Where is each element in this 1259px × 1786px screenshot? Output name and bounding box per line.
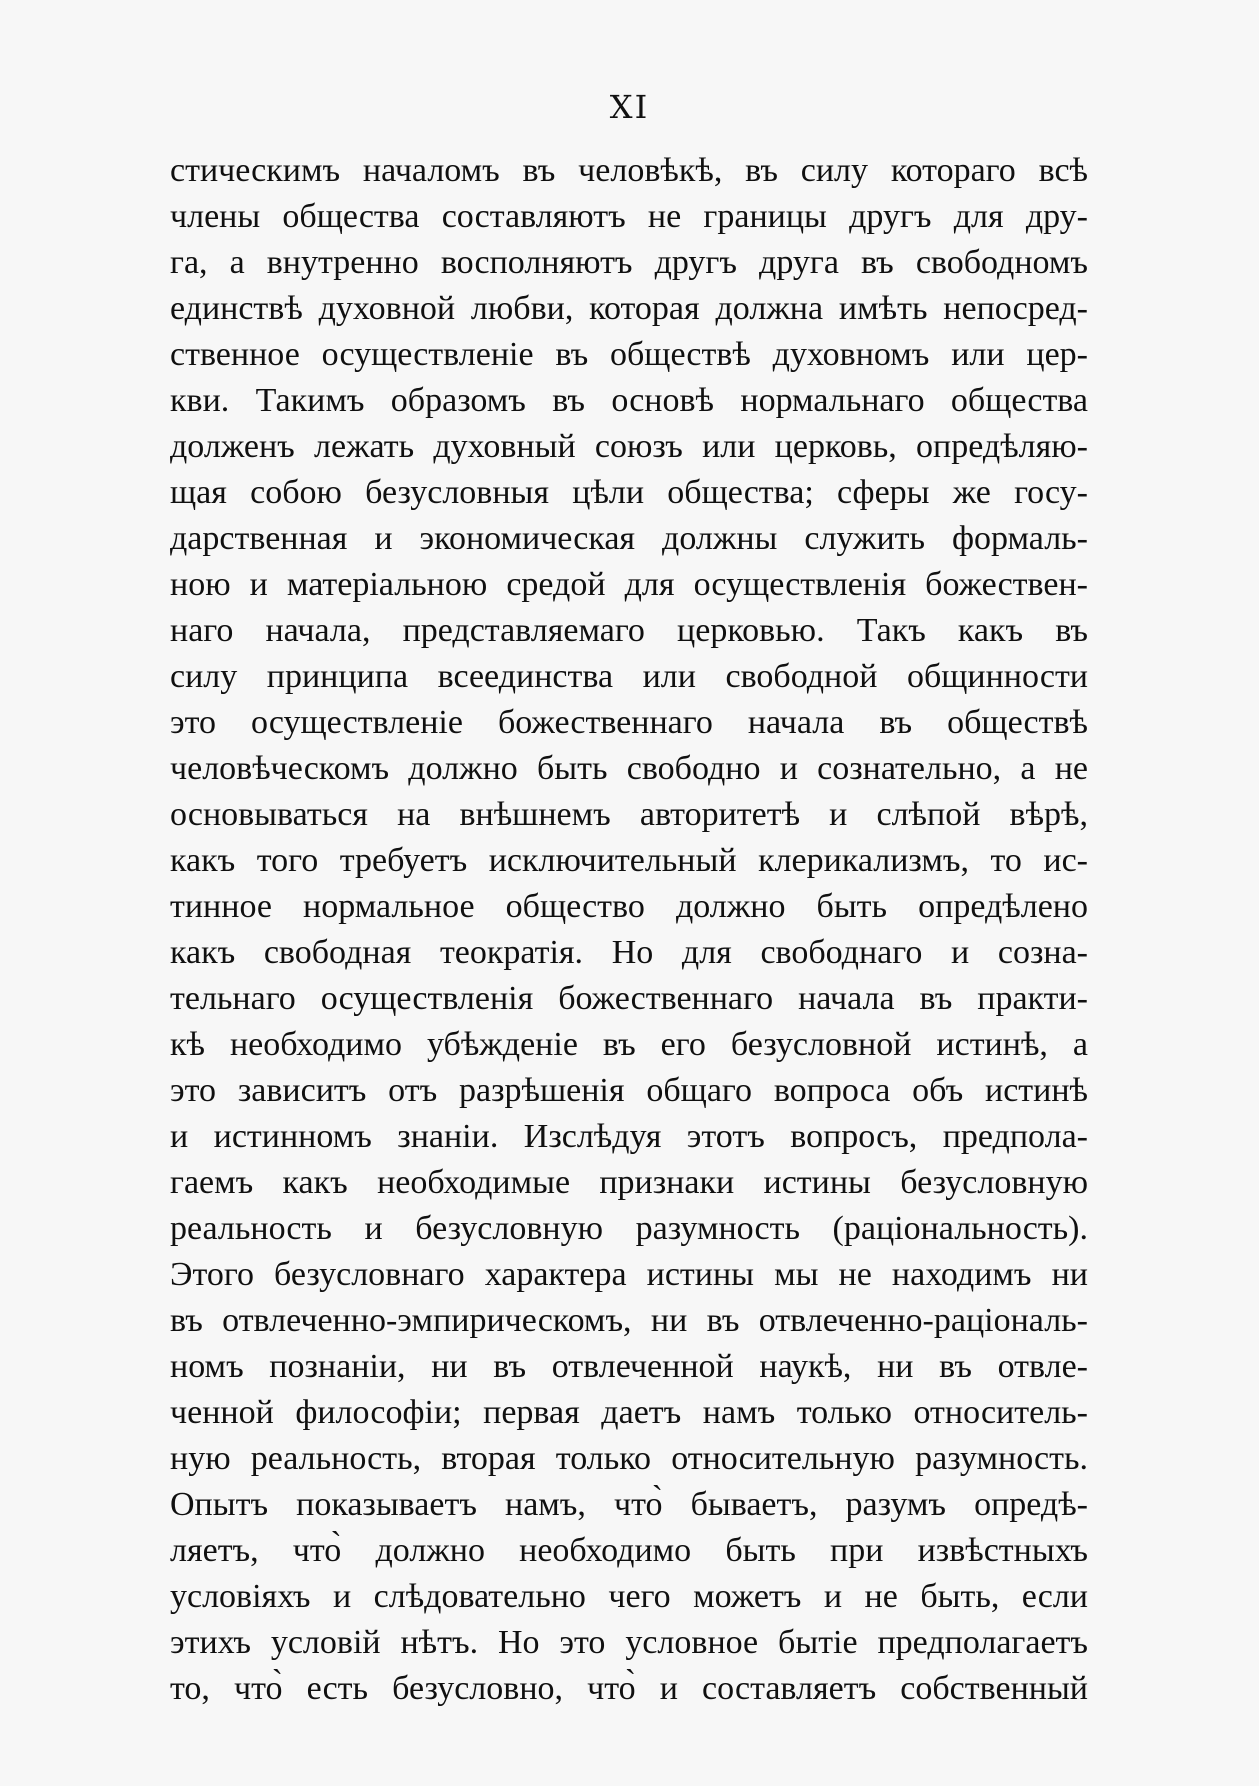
text-line: ною и матеріальною средой для осуществленія божествен-	[170, 566, 1088, 603]
text-line: наго начала, представляемаго церковью. Такъ какъ въ	[170, 612, 1088, 649]
text-line: дарственная и экономическая должны служить формаль-	[170, 520, 1088, 557]
text-line: это зависитъ отъ разрѣшенія общаго вопроса объ истинѣ	[170, 1072, 1088, 1109]
text-line: въ отвлеченно-эмпирическомъ, ни въ отвлеченно-раціональ-	[170, 1302, 1088, 1339]
text-line: человѣческомъ должно быть свободно и сознательно, а не	[170, 750, 1088, 787]
text-line: ную реальность, вторая только относительную разумность.	[170, 1440, 1088, 1477]
body-text	[170, 148, 1088, 1712]
text-line: кѣ необходимо убѣжденіе въ его безусловной истинѣ, а	[170, 1026, 1088, 1063]
text-line: ственное осуществленіе въ обществѣ духовномъ или цер-	[170, 336, 1088, 373]
text-line: и истинномъ знаніи. Изслѣдуя этотъ вопросъ, предпола-	[170, 1118, 1088, 1155]
text-line: основываться на внѣшнемъ авторитетѣ и слѣпой вѣрѣ,	[170, 796, 1088, 833]
text-line: какъ свободная теократія. Но для свободнаго и созна-	[170, 934, 1088, 971]
text-line: стическимъ началомъ въ человѣкѣ, въ силу котораго всѣ	[170, 152, 1088, 189]
text-line: ляетъ, что̀ должно необходимо быть при извѣстныхъ	[170, 1532, 1088, 1569]
text-line: тельнаго осуществленія божественнаго начала въ практи-	[170, 980, 1088, 1017]
text-line: условіяхъ и слѣдовательно чего можетъ и не быть, если	[170, 1578, 1088, 1615]
text-line: единствѣ духовной любви, которая должна имѣть непосред-	[170, 290, 1088, 327]
text-line: тинное нормальное общество должно быть опредѣлено	[170, 888, 1088, 925]
text-line: ченной философіи; первая даетъ намъ только относитель-	[170, 1394, 1088, 1431]
text-line: кви. Такимъ образомъ въ основѣ нормальнаго общества	[170, 382, 1088, 419]
text-line: силу принципа всеединства или свободной общинности	[170, 658, 1088, 695]
text-line: то, что̀ есть безусловно, что̀ и составляетъ собственный	[170, 1670, 1088, 1707]
text-line: щая собою безусловныя цѣли общества; сферы же госу-	[170, 474, 1088, 511]
text-line: Опытъ показываетъ намъ, что̀ бываетъ, разумъ опредѣ-	[170, 1486, 1088, 1523]
text-line: члены общества составляютъ не границы другъ для дру-	[170, 198, 1088, 235]
text-line: долженъ лежать духовный союзъ или церковь, опредѣляю-	[170, 428, 1088, 465]
text-line: га, а внутренно восполняютъ другъ друга въ свободномъ	[170, 244, 1088, 281]
text-line: Этого безусловнаго характера истины мы не находимъ ни	[170, 1256, 1088, 1293]
text-line: номъ познаніи, ни въ отвлеченной наукѣ, ни въ отвле-	[170, 1348, 1088, 1385]
text-line: это осуществленіе божественнаго начала въ обществѣ	[170, 704, 1088, 741]
page-number: XI	[609, 88, 650, 126]
text-line: какъ того требуетъ исключительный клерикализмъ, то ис-	[170, 842, 1088, 879]
text-line: гаемъ какъ необходимые признаки истины безусловную	[170, 1164, 1088, 1201]
text-line: этихъ условій нѣтъ. Но это условное бытіе предполагаетъ	[170, 1624, 1088, 1661]
text-line: реальность и безусловную разумность (раціональность).	[170, 1210, 1088, 1247]
